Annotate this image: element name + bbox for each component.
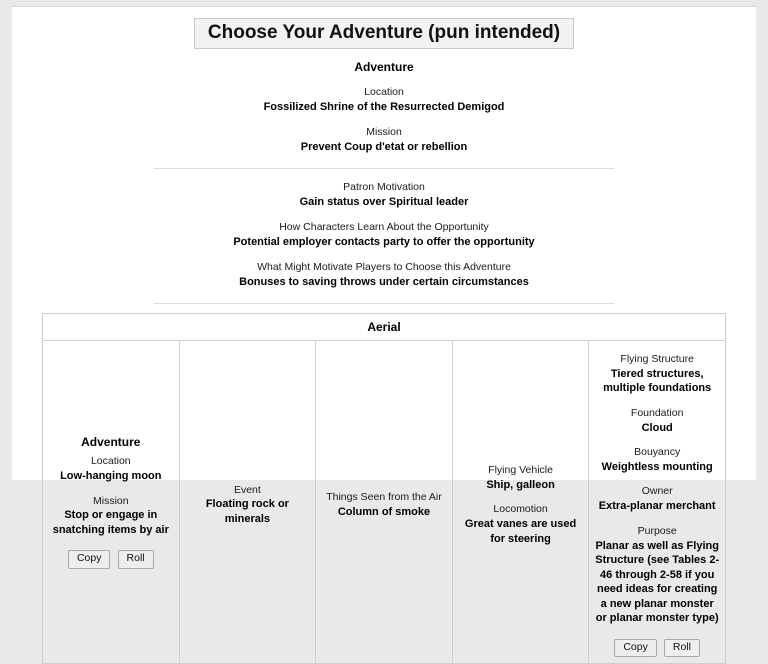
page-container <box>12 6 756 653</box>
table-row <box>43 340 726 664</box>
field-foundation <box>594 407 720 435</box>
field-value: Bonuses to saving throws under certain circumstances <box>239 276 529 289</box>
roll-button[interactable]: Roll <box>664 639 700 658</box>
button-row <box>594 639 720 658</box>
summary-heading: Adventure <box>354 59 414 74</box>
field-label: Purpose <box>637 524 677 537</box>
field-label: Location <box>90 455 131 468</box>
roll-button[interactable]: Roll <box>118 550 154 569</box>
field-location <box>48 455 174 483</box>
summary-field-location <box>149 86 619 114</box>
field-label: What Might Motivate Players to Choose this Adventure <box>257 261 511 274</box>
field-value: Gain status over Spiritual leader <box>299 195 469 208</box>
field-value: Tiered structures, multiple foundations <box>603 367 712 395</box>
field-label: Owner <box>641 485 673 498</box>
field-label: Things Seen from the Air <box>326 490 442 503</box>
aerial-column-adventure <box>43 340 180 664</box>
field-label: Bouyancy <box>634 446 681 459</box>
field-label: Flying Vehicle <box>488 463 553 476</box>
field-label: Mission <box>366 126 402 139</box>
copy-button[interactable]: Copy <box>68 550 111 569</box>
field-value: Stop or engage in snatching items by air <box>52 509 169 536</box>
field-things-seen-from-the-air <box>321 491 447 519</box>
summary-field-player-motivation <box>149 261 619 289</box>
field-bouyancy <box>594 446 720 474</box>
page-title: Choose Your Adventure (pun intended) <box>194 18 574 49</box>
field-value: Low-hanging moon <box>60 470 162 483</box>
field-label: Flying Structure <box>620 352 694 365</box>
summary-field-mission <box>149 126 619 154</box>
field-flying-structure <box>594 353 720 396</box>
summary-divider-2 <box>154 303 614 304</box>
field-value: Cloud <box>641 421 673 434</box>
page-title-wrap <box>12 7 756 49</box>
field-event <box>185 484 311 527</box>
summary-field-patron-motivation <box>149 181 619 209</box>
field-owner <box>594 485 720 513</box>
aerial-column-event <box>179 340 316 664</box>
field-value: Ship, galleon <box>486 478 555 491</box>
field-label: Location <box>364 85 404 98</box>
field-purpose <box>594 525 720 626</box>
field-label: How Characters Learn About the Opportunity <box>279 221 489 234</box>
summary-field-how-characters-learn <box>149 221 619 249</box>
field-mission <box>48 495 174 538</box>
field-value: Fossilized Shrine of the Resurrected Demigod <box>263 100 505 113</box>
aerial-column-flying-structure <box>589 340 726 664</box>
field-value: Potential employer contacts party to offer the opportunity <box>233 235 535 248</box>
field-locomotion <box>458 503 584 546</box>
field-label: Mission <box>93 494 129 507</box>
field-label: Patron Motivation <box>343 180 425 193</box>
adventure-summary <box>149 49 619 304</box>
field-value: Planar as well as Flying Structure (see Tables 2-46 through 2-58 if you need ideas for creating a new planar monster or planar monster type) <box>595 539 720 625</box>
field-label: Event <box>233 483 261 496</box>
field-flying-vehicle <box>458 464 584 492</box>
field-value: Weightless mounting <box>601 460 713 473</box>
field-value: Extra-planar merchant <box>598 500 716 513</box>
table-head-row <box>43 313 726 340</box>
copy-button[interactable]: Copy <box>614 639 657 658</box>
field-label: Foundation <box>630 406 684 419</box>
field-value: Column of smoke <box>337 505 431 518</box>
field-value: Prevent Coup d'etat or rebellion <box>300 141 468 154</box>
aerial-table <box>42 313 726 664</box>
column-heading: Adventure <box>81 435 141 450</box>
field-label: Locomotion <box>493 503 548 516</box>
field-value: Floating rock or minerals <box>205 498 289 525</box>
field-value: Great vanes are used for steering <box>464 518 577 545</box>
aerial-column-flying-vehicle <box>452 340 589 664</box>
summary-divider-1 <box>154 168 614 169</box>
button-row <box>48 550 174 569</box>
aerial-heading: Aerial <box>43 313 726 340</box>
aerial-table-wrap <box>12 313 756 664</box>
aerial-column-things-seen <box>316 340 453 664</box>
